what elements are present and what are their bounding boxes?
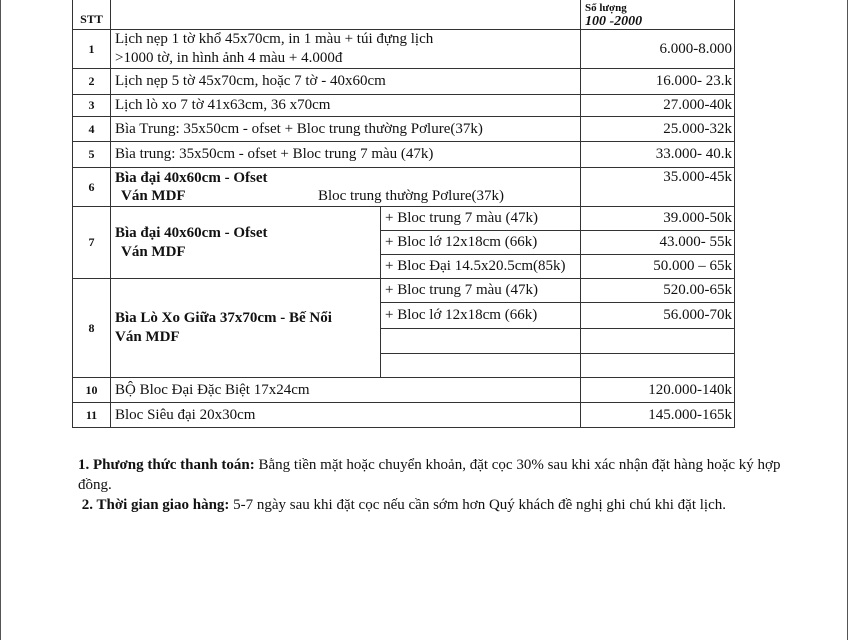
header-stt: STT [73,0,111,30]
row-stt: 3 [73,95,111,117]
row-description-line2: >1000 tờ, in hình ảnh 4 màu + 4.000đ [115,50,343,66]
option-price: 39.000-50k [581,207,735,231]
row-description [111,279,381,378]
price-table [72,0,735,428]
header-quantity-range: 100 -2000 [585,14,643,29]
row-description-sub: Bloc trung thường Pơlure(37k) [317,188,504,204]
row-description: Lịch nẹp 5 tờ 45x70cm, hoặc 7 tờ - 40x60cm [111,69,581,95]
row-stt: 6 [73,168,111,207]
row-description-line2: Ván MDF [121,188,186,204]
row-stt: 10 [73,378,111,403]
table-header-row [73,0,735,30]
row-stt: 5 [73,142,111,168]
row-stt: 4 [73,117,111,142]
option-label [381,329,581,354]
table-row [73,30,735,69]
option-label: + Bloc lớ 12x18cm (66k) [381,303,581,329]
delivery-text: 5-7 ngày sau khi đặt cọc nếu cần sớm hơn Quý khách đề nghị ghi chú khi đặt lịch. [229,497,726,513]
option-price: 50.000 – 65k [581,255,735,279]
row-stt: 7 [73,207,111,279]
row-price: 35.000-45k [581,168,735,207]
row-description: Lịch lò xo 7 tờ 41x63cm, 36 x70cm [111,95,581,117]
option-price: 520.00-65k [581,279,735,303]
row-description-line2: Ván MDF [115,329,180,345]
option-label: + Bloc trung 7 màu (47k) [381,279,581,303]
row-price: 16.000- 23.k [581,69,735,95]
row-description: Bìa Trung: 35x50cm - ofset + Bloc trung thường Pơlure(37k) [111,117,581,142]
terms-notes [78,455,798,515]
table-row [73,69,735,95]
row-description-line1: Bìa đại 40x60cm - Ofset [115,224,268,241]
table-row [73,168,735,207]
row-stt: 1 [73,30,111,69]
row-stt: 8 [73,279,111,378]
payment-note [78,455,798,495]
payment-text: Bằng tiền mặt hoặc chuyển khoản, đặt cọc 30% sau khi xác nhận đặt hàng hoặc ký hợp đồng. [78,457,781,493]
delivery-label: 2. Thời gian giao hàng: [81,497,230,513]
table-row [73,378,735,403]
row-price: 27.000-40k [581,95,735,117]
row-stt: 11 [73,403,111,428]
row-description: Bloc Siêu đại 20x30cm [111,403,581,428]
table-row [73,117,735,142]
header-description [111,0,581,30]
row-price: 33.000- 40.k [581,142,735,168]
row-description: BỘ Bloc Đại Đặc Biệt 17x24cm [111,378,581,403]
row-stt: 2 [73,69,111,95]
row-description [111,207,381,279]
row-price: 25.000-32k [581,117,735,142]
option-label: + Bloc Đại 14.5x20.5cm(85k) [381,255,581,279]
header-quantity [581,0,735,30]
table-row [73,207,735,231]
row-price: 6.000-8.000 [581,30,735,69]
delivery-note [78,495,798,515]
option-label: + Bloc lớ 12x18cm (66k) [381,231,581,255]
payment-label: 1. Phương thức thanh toán: [78,457,255,473]
row-description-line1: Bìa đại 40x60cm - Ofset [115,170,268,186]
table-row [73,279,735,303]
table-row [73,95,735,117]
table-row [73,142,735,168]
row-description-line1: Bìa Lò Xo Giữa 37x70cm - Bế Nổi [115,310,332,326]
row-description [111,168,581,207]
row-description: Bìa trung: 35x50cm - ofset + Bloc trung 7 màu (47k) [111,142,581,168]
row-price: 120.000-140k [581,378,735,403]
option-price [581,354,735,378]
table-row [73,403,735,428]
row-price: 145.000-165k [581,403,735,428]
row-description-line2: Ván MDF [121,243,186,260]
option-price [581,329,735,354]
row-description [111,30,581,69]
row-description-line1: Lịch nẹp 1 tờ khổ 45x70cm, in 1 màu + túi đựng lịch [115,31,434,47]
option-label [381,354,581,378]
page-left-border [0,0,1,640]
option-label: + Bloc trung 7 màu (47k) [381,207,581,231]
option-price: 43.000- 55k [581,231,735,255]
option-price: 56.000-70k [581,303,735,329]
header-quantity-label: Số lượng [585,2,627,14]
